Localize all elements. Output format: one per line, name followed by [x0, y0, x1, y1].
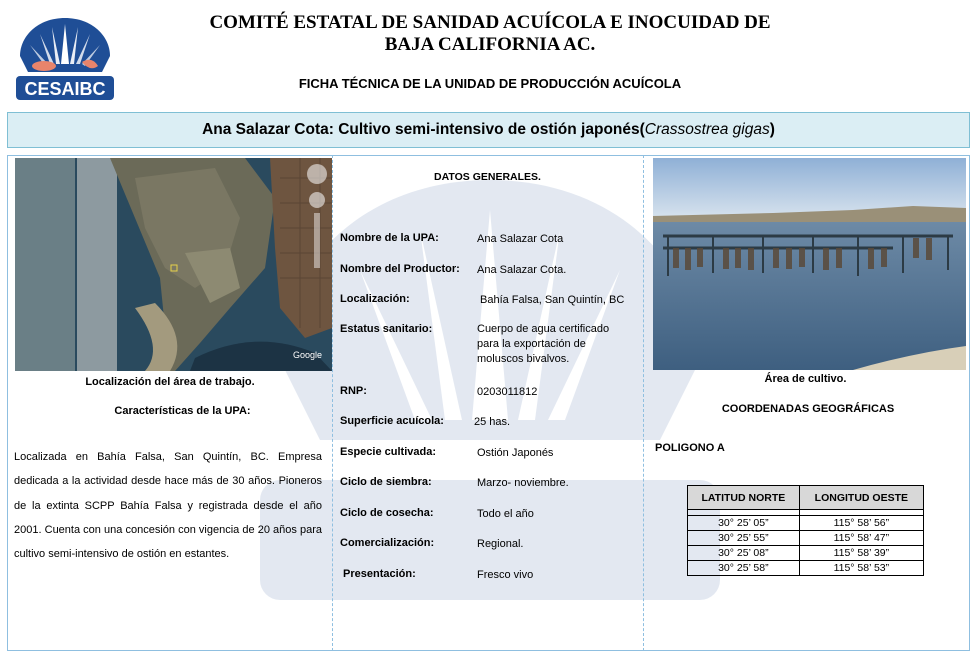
longitude-cell: 115° 58’ 47”	[799, 531, 923, 546]
field-value-sanitary-status: Cuerpo de agua certificado para la exportación de moluscos bivalvos.	[477, 323, 610, 365]
table-row	[688, 516, 924, 531]
org-title-line2: BAJA CALIFORNIA AC.	[384, 34, 596, 55]
upa-title-band	[7, 112, 970, 148]
cesaibc-logo	[14, 12, 116, 104]
characteristics-title: Características de la UPA:	[114, 405, 251, 417]
map-caption: Localización del área de trabajo.	[85, 376, 255, 388]
map-credit: Google	[293, 350, 323, 360]
table-row	[688, 561, 924, 576]
field-value-surface: 25 has.	[474, 416, 511, 428]
field-value-commercialization: Regional.	[477, 538, 524, 550]
field-value-presentation: Fresco vivo	[477, 569, 534, 581]
table-row	[688, 546, 924, 561]
polygon-label: POLIGONO A	[655, 442, 725, 454]
field-label-surface: Superficie acuícola:	[340, 415, 444, 427]
longitude-cell: 115° 58’ 56”	[799, 516, 923, 531]
upa-title: Ana Salazar Cota: Cultivo semi-intensivo de ostión japonés(	[202, 121, 645, 138]
table-header-row	[688, 486, 924, 510]
field-label-sanitary-status: Estatus sanitario:	[340, 323, 433, 335]
upa-title-close: )	[769, 121, 775, 138]
field-label-upa-name: Nombre de la UPA:	[340, 232, 439, 244]
map-zoom-control[interactable]	[309, 192, 325, 208]
latitude-cell: 30° 25’ 08”	[688, 546, 800, 561]
field-label-harvest-cycle: Ciclo de cosecha:	[340, 507, 434, 519]
map-zoom-slider[interactable]	[314, 213, 320, 268]
map-pan-control[interactable]	[307, 164, 327, 184]
field-label-location: Localización:	[340, 293, 410, 305]
coordinates-table	[687, 485, 924, 576]
cultivation-area-photo	[653, 158, 966, 370]
logo-text: CESAIBC	[24, 79, 106, 99]
coordinates-title: COORDENADAS GEOGRÁFICAS	[721, 403, 895, 415]
field-label-species: Especie cultivada:	[340, 446, 436, 458]
org-title-line1: COMITÉ ESTATAL DE SANIDAD ACUÍCOLA E INOCUIDAD DE	[209, 12, 771, 33]
upa-description: Localizada en Bahía Falsa, San Quintín, BC. Empresa dedicada a la actividad desde hace más de 30 años. Pioneros de la extinta SCPP Bahía Falsa y registrada desde el año 2001. Cuenta con una concesión con vigencia de 20 años para cultivo semi-intensivo de ostión en estantes.	[14, 451, 322, 561]
field-value-harvest-cycle: Todo el año	[477, 508, 534, 520]
field-value-upa-name: Ana Salazar Cota	[477, 233, 564, 245]
column-divider	[332, 155, 333, 651]
field-value-rnp: 0203011812	[477, 386, 538, 398]
latitude-cell: 30° 25’ 55”	[688, 531, 800, 546]
organization-title	[150, 12, 830, 56]
latitude-cell: 30° 25’ 58”	[688, 561, 800, 576]
latitude-cell: 30° 25’ 05”	[688, 516, 800, 531]
photo-caption: Área de cultivo.	[764, 373, 847, 385]
field-value-sowing-cycle: Marzo- noviembre.	[477, 477, 569, 489]
table-row	[688, 531, 924, 546]
column-divider	[643, 155, 644, 651]
species-name: Crassostrea gigas	[644, 121, 770, 138]
field-label-rnp: RNP:	[340, 385, 367, 397]
field-label-presentation: Presentación:	[343, 568, 416, 580]
header-longitude: LONGITUD OESTE	[799, 486, 923, 510]
general-data-title: DATOS GENERALES.	[434, 171, 541, 183]
satellite-map-image	[15, 158, 332, 371]
field-label-commercialization: Comercialización:	[340, 537, 435, 549]
longitude-cell: 115° 58’ 39”	[799, 546, 923, 561]
field-value-species: Ostión Japonés	[477, 447, 554, 459]
header-latitude: LATITUD NORTE	[688, 486, 800, 510]
field-label-producer: Nombre del Productor:	[340, 263, 460, 275]
field-label-sowing-cycle: Ciclo de siembra:	[340, 476, 432, 488]
document-subtitle: FICHA TÉCNICA DE LA UNIDAD DE PRODUCCIÓN ACUÍCOLA	[298, 76, 682, 91]
field-value-location: Bahía Falsa, San Quintín, BC	[480, 294, 625, 306]
field-value-producer: Ana Salazar Cota.	[477, 264, 567, 276]
longitude-cell: 115° 58’ 53”	[799, 561, 923, 576]
